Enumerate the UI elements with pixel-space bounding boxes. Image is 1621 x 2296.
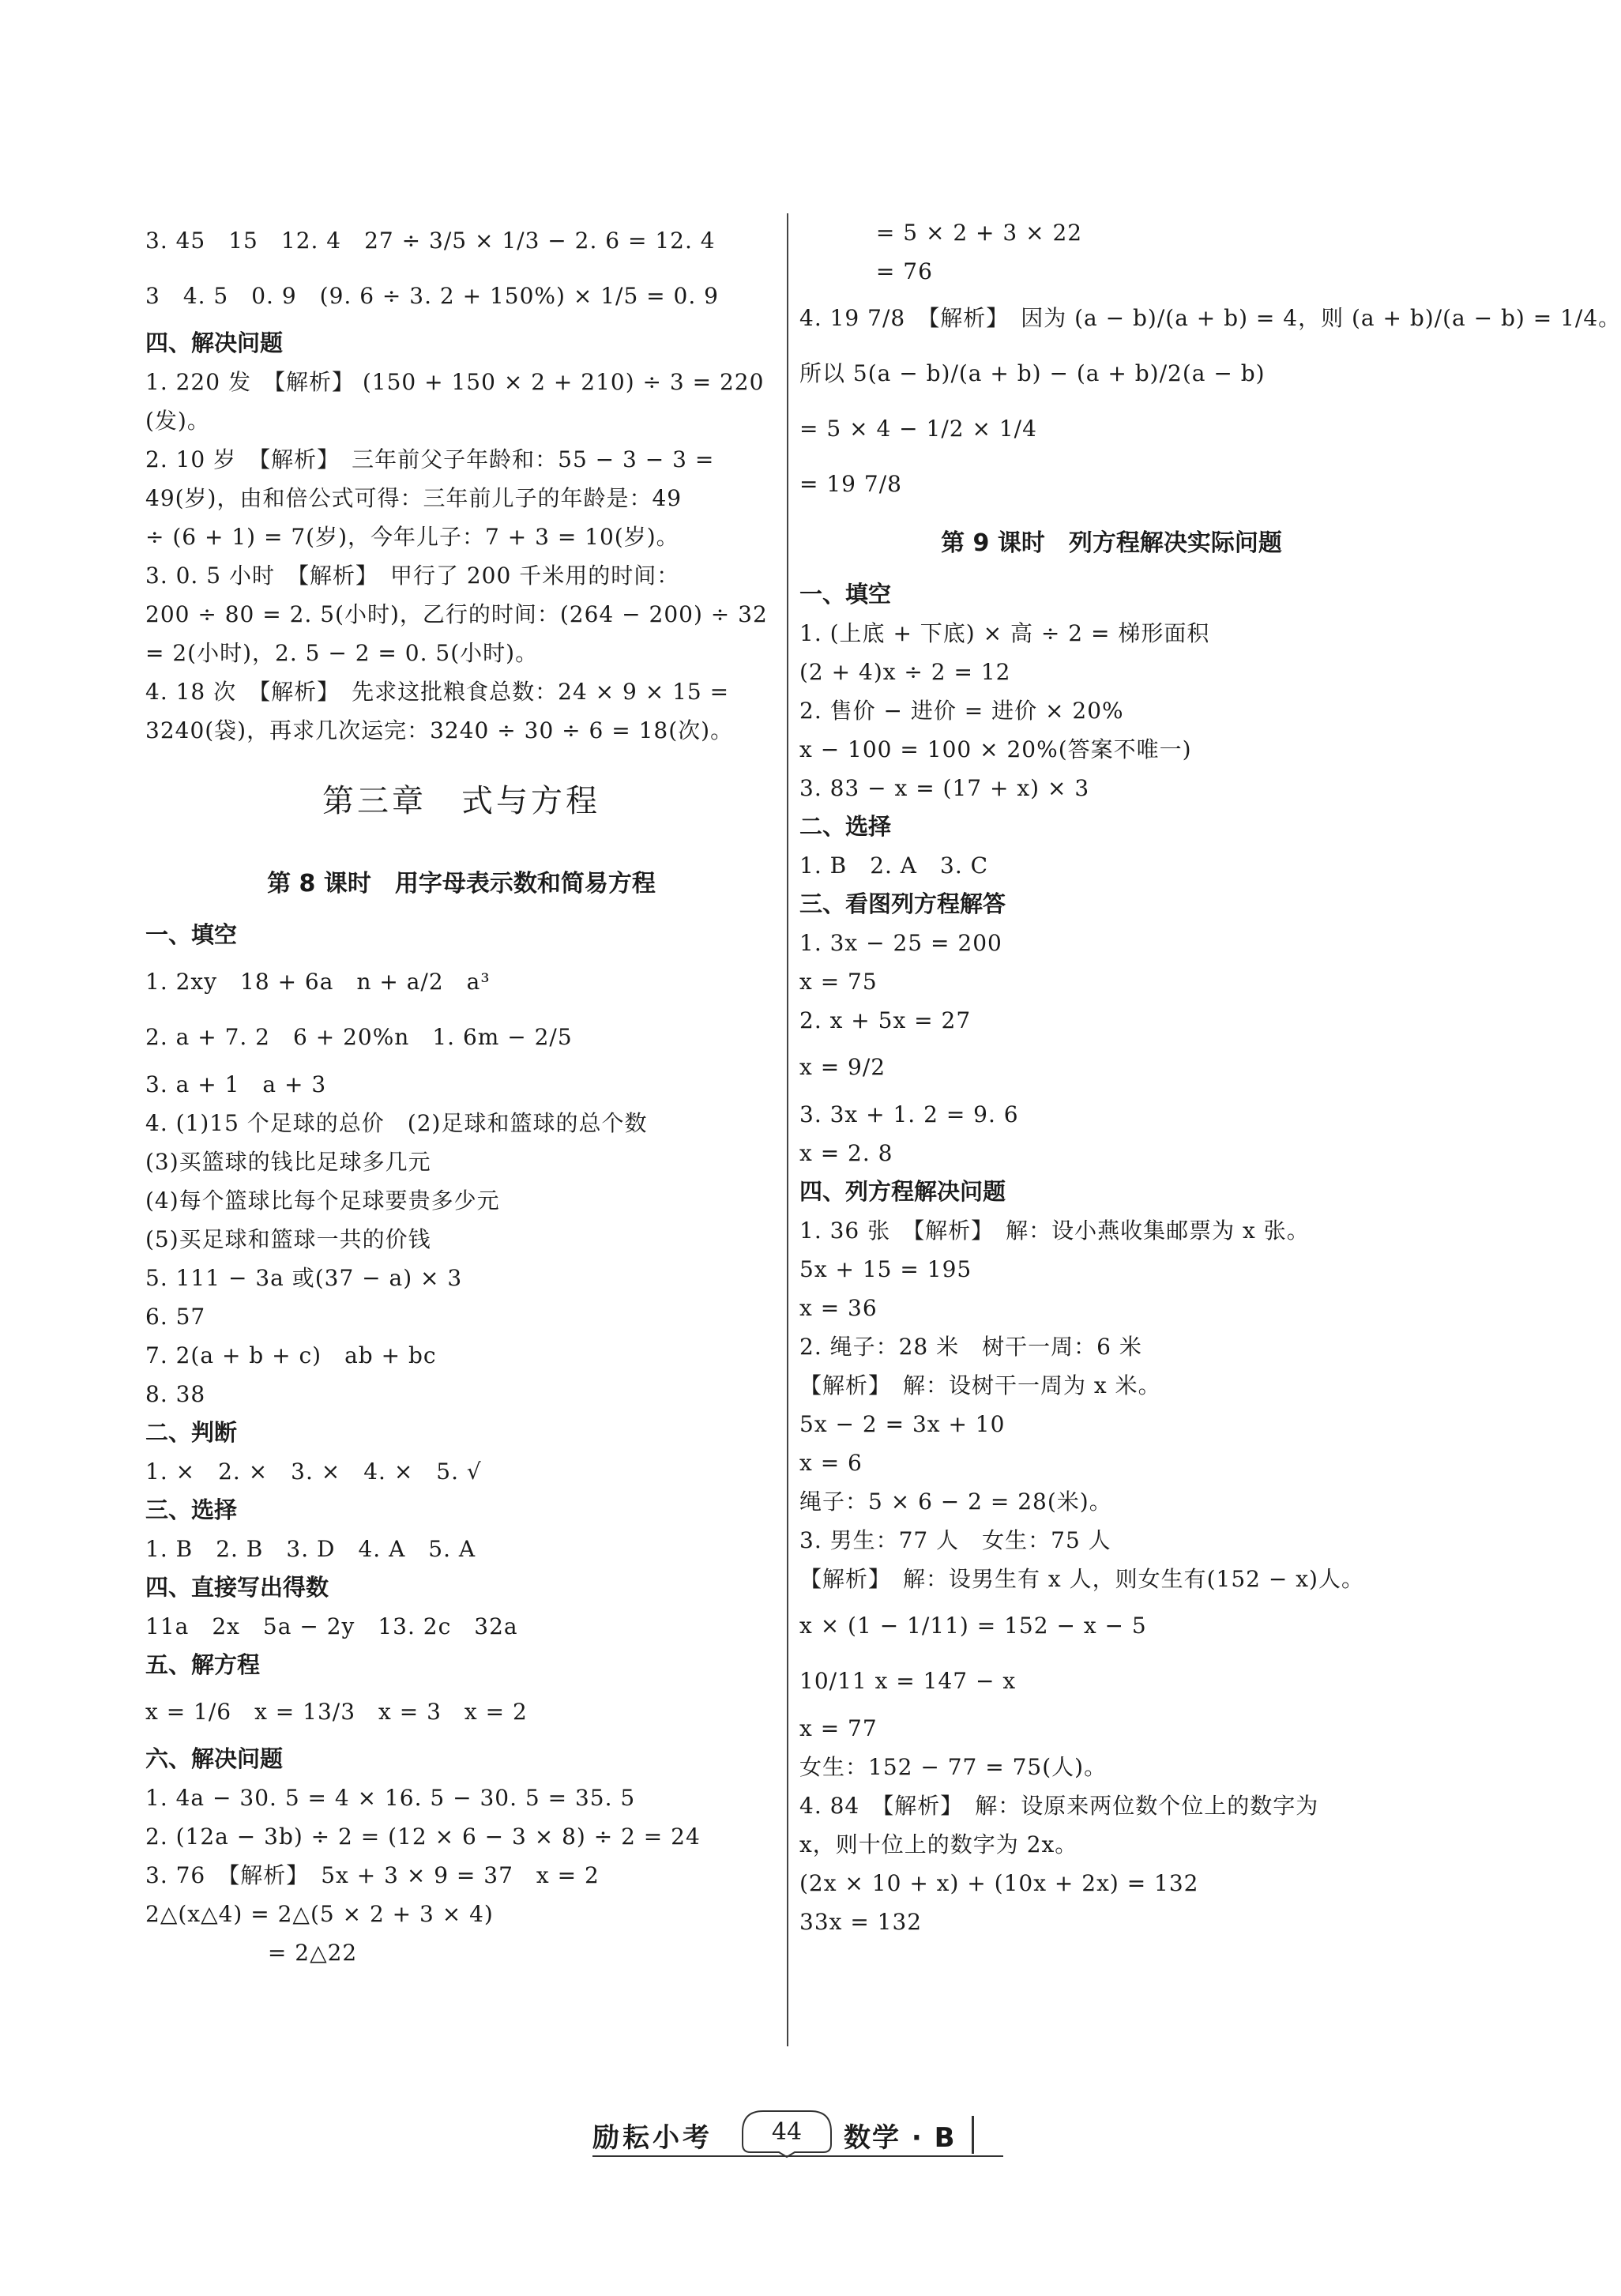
right-line-5: = 19 7/8 [799,471,902,497]
right-line-18: 2. x + 5x = 27 [799,1007,972,1033]
right-heading-22: 四、列方程解决问题 [799,1178,1006,1205]
left-line-24: 6. 57 [145,1304,206,1330]
right-line-35: x = 77 [799,1715,878,1741]
left-lesson-14: 第 8 课时 用字母表示数和简易方程 [267,870,656,898]
right-line-37: 4. 84 【解析】 解：设原来两位数个位上的数字为 [799,1793,1319,1819]
left-heading-2: 四、解决问题 [145,329,284,356]
left-line-16: 1. 2xy 18 + 6a n + a/2 a³ [145,969,491,995]
right-line-3: 所以 5(a − b)/(a + b) − (a + b)/2(a − b) [799,360,1266,386]
left-line-34: x = 1/6 x = 13/3 x = 3 x = 2 [145,1699,528,1725]
left-line-5: 2. 10 岁 【解析】 三年前父子年龄和：55 − 3 − 3 = [145,446,715,472]
right-line-30: 绳子：5 × 6 − 2 = 28(米)。 [799,1489,1112,1515]
right-line-40: 33x = 132 [799,1909,923,1935]
right-line-38: x，则十位上的数字为 2x。 [799,1831,1078,1858]
right-line-0: = 5 × 2 + 3 × 22 [799,220,1083,246]
right-line-27: 【解析】 解：设树干一周为 x 米。 [799,1372,1161,1398]
left-line-9: 200 ÷ 80 = 2. 5(小时)，乙行的时间：(264 − 200) ÷ 32 [145,601,768,627]
left-chapter-13: 第三章 式与方程 [322,783,600,819]
left-line-21: (4)每个篮球比每个足球要贵多少元 [145,1188,500,1214]
left-line-10: = 2(小时)，2. 5 − 2 = 0. 5(小时)。 [145,640,539,666]
left-line-4: (发)。 [145,408,210,434]
left-line-6: 49(岁)，由和倍公式可得：三年前儿子的年龄是：49 [145,485,683,511]
left-heading-35: 六、解决问题 [145,1745,284,1772]
footer-end-bar [972,2116,974,2154]
right-line-8: 1. (上底 + 下底) × 高 ÷ 2 = 梯形面积 [799,620,1210,646]
page-number: 44 [771,2118,803,2146]
right-line-36: 女生：152 − 77 = 75(人)。 [799,1754,1108,1780]
right-heading-13: 二、选择 [799,813,892,840]
left-line-37: 2. (12a − 3b) ÷ 2 = (12 × 6 − 3 × 8) ÷ 2 = 24 [145,1824,701,1850]
left-line-3: 1. 220 发 【解析】 (150 + 150 × 2 + 210) ÷ 3 = 220 [145,369,765,395]
left-line-22: (5)买足球和篮球一共的价钱 [145,1226,431,1252]
left-line-38: 3. 76 【解析】 5x + 3 × 9 = 37 x = 2 [145,1862,600,1888]
right-line-11: x − 100 = 100 × 20%(答案不唯一) [799,736,1192,762]
right-lesson-6: 第 9 课时 列方程解决实际问题 [941,529,1282,557]
column-divider [787,213,788,2046]
left-line-40: = 2△22 [145,1940,358,1966]
left-line-36: 1. 4a − 30. 5 = 4 × 16. 5 − 30. 5 = 35. 5 [145,1785,636,1811]
left-heading-33: 五、解方程 [145,1651,261,1678]
left-line-8: 3. 0. 5 小时 【解析】 甲行了 200 千米用的时间： [145,563,680,589]
left-line-0: 3. 45 15 12. 4 27 ÷ 3/5 × 1/3 − 2. 6 = 12. 4 [145,228,716,254]
right-line-17: x = 75 [799,969,878,995]
left-line-30: 1. B 2. B 3. D 4. A 5. A [145,1536,476,1562]
left-line-12: 3240(袋)，再求几次运完：3240 ÷ 30 ÷ 6 = 18(次)。 [145,717,734,743]
right-line-34: 10/11 x = 147 − x [799,1668,1017,1694]
right-line-31: 3. 男生：77 人 女生：75 人 [799,1527,1111,1553]
right-line-39: (2x × 10 + x) + (10x + 2x) = 132 [799,1870,1199,1896]
right-line-1: = 76 [799,258,933,284]
right-line-20: 3. 3x + 1. 2 = 9. 6 [799,1101,1019,1127]
right-line-9: (2 + 4)x ÷ 2 = 12 [799,659,1011,685]
right-line-16: 1. 3x − 25 = 200 [799,930,1002,956]
right-heading-7: 一、填空 [799,581,892,608]
right-line-25: x = 36 [799,1295,878,1321]
footer-subject: 数学 · B [844,2122,957,2154]
right-line-21: x = 2. 8 [799,1140,893,1166]
left-line-28: 1. × 2. × 3. × 4. × 5. √ [145,1459,482,1485]
left-heading-15: 一、填空 [145,921,238,948]
right-line-2: 4. 19 7/8 【解析】 因为 (a − b)/(a + b) = 4，则 (a + b)/(a − b) = 1/4。 [799,305,1621,331]
right-line-24: 5x + 15 = 195 [799,1256,972,1282]
left-line-11: 4. 18 次 【解析】 先求这批粮食总数：24 × 9 × 15 = [145,679,730,705]
right-column [799,213,1621,1941]
right-line-23: 1. 36 张 【解析】 解：设小燕收集邮票为 x 张。 [799,1218,1310,1244]
left-line-17: 2. a + 7. 2 6 + 20%n 1. 6m − 2/5 [145,1024,573,1050]
footer-brand: 励耘小考 [592,2122,713,2154]
right-line-29: x = 6 [799,1450,863,1476]
right-line-19: x = 9/2 [799,1054,886,1080]
left-heading-27: 二、判断 [145,1419,238,1446]
right-line-14: 1. B 2. A 3. C [799,853,989,879]
right-line-32: 【解析】 解：设男生有 x 人，则女生有(152 − x)人。 [799,1566,1364,1592]
left-line-25: 7. 2(a + b + c) ab + bc [145,1342,437,1368]
left-column [145,213,777,1972]
left-heading-31: 四、直接写出得数 [145,1574,329,1601]
left-line-20: (3)买篮球的钱比足球多几元 [145,1149,431,1175]
right-line-33: x × (1 − 1/11) = 152 − x − 5 [799,1613,1147,1639]
right-line-26: 2. 绳子：28 米 树干一周：6 米 [799,1334,1142,1360]
left-line-32: 11a 2x 5a − 2y 13. 2c 32a [145,1613,518,1639]
left-heading-29: 三、选择 [145,1496,238,1523]
page-number-badge [739,2108,834,2157]
left-line-26: 8. 38 [145,1381,206,1407]
left-line-1: 3 4. 5 0. 9 (9. 6 ÷ 3. 2 + 150%) × 1/5 = 0. 9 [145,283,719,309]
right-line-12: 3. 83 − x = (17 + x) × 3 [799,775,1090,801]
page-footer [592,2111,1003,2166]
left-line-39: 2△(x△4) = 2△(5 × 2 + 3 × 4) [145,1901,494,1927]
left-line-18: 3. a + 1 a + 3 [145,1071,327,1097]
right-line-4: = 5 × 4 − 1/2 × 1/4 [799,416,1037,442]
left-line-7: ÷ (6 + 1) = 7(岁)，今年儿子：7 + 3 = 10(岁)。 [145,524,679,550]
right-line-28: 5x − 2 = 3x + 10 [799,1411,1006,1437]
right-heading-15: 三、看图列方程解答 [799,890,1006,917]
left-line-19: 4. (1)15 个足球的总价 (2)足球和篮球的总个数 [145,1110,648,1136]
right-line-10: 2. 售价 − 进价 = 进价 × 20% [799,698,1124,724]
left-line-23: 5. 111 − 3a 或(37 − a) × 3 [145,1265,463,1291]
